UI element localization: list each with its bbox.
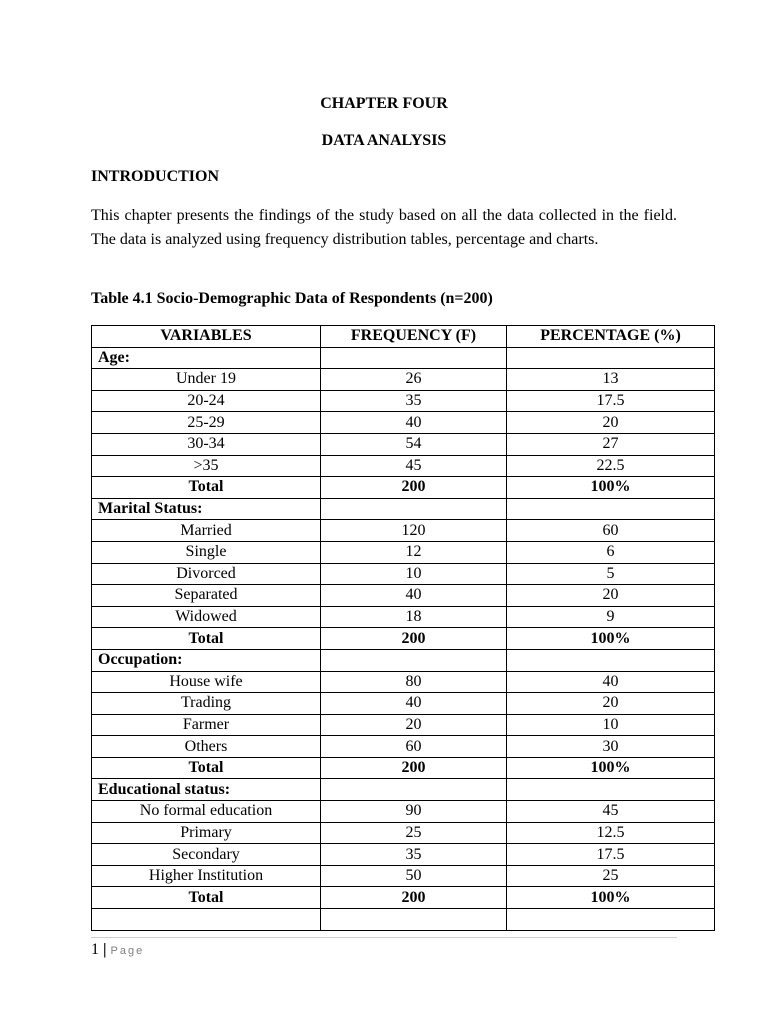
percentage-cell: 9 (507, 606, 715, 628)
total-percentage-cell: 100% (507, 757, 715, 779)
frequency-cell: 35 (321, 844, 507, 866)
frequency-cell: 60 (321, 736, 507, 758)
table-row (92, 541, 715, 563)
percentage-cell: 17.5 (507, 844, 715, 866)
table-header-row (92, 326, 715, 348)
variable-cell: >35 (92, 455, 321, 477)
percentage-cell: 25 (507, 865, 715, 887)
table-row (92, 606, 715, 628)
percentage-cell: 20 (507, 693, 715, 715)
variable-cell: Single (92, 541, 321, 563)
empty-cell (507, 909, 715, 931)
empty-cell (321, 649, 507, 671)
frequency-cell: 10 (321, 563, 507, 585)
frequency-cell: 80 (321, 671, 507, 693)
chapter-title: CHAPTER FOUR (320, 95, 448, 112)
total-label-cell: Total (92, 887, 321, 909)
table-row (92, 369, 715, 391)
table-row (92, 844, 715, 866)
frequency-cell: 90 (321, 801, 507, 823)
total-row (92, 887, 715, 909)
table-row (92, 455, 715, 477)
frequency-cell: 26 (321, 369, 507, 391)
frequency-cell: 12 (321, 541, 507, 563)
page-number: 1 (91, 941, 99, 958)
frequency-cell: 45 (321, 455, 507, 477)
total-percentage-cell: 100% (507, 477, 715, 499)
total-frequency-cell: 200 (321, 477, 507, 499)
table-row (92, 520, 715, 542)
total-row (92, 477, 715, 499)
section-header-row (92, 347, 715, 369)
table-row (92, 671, 715, 693)
table-row (92, 865, 715, 887)
page-label: Page (110, 945, 145, 957)
frequency-cell: 120 (321, 520, 507, 542)
empty-cell (321, 909, 507, 931)
section-label: Age: (92, 347, 321, 369)
table-row (92, 693, 715, 715)
percentage-cell: 30 (507, 736, 715, 758)
table-row (92, 736, 715, 758)
percentage-cell: 27 (507, 433, 715, 455)
variable-cell: 30-34 (92, 433, 321, 455)
page-separator: | (103, 941, 107, 958)
table-row (92, 801, 715, 823)
frequency-cell: 25 (321, 822, 507, 844)
frequency-cell: 20 (321, 714, 507, 736)
table-body (92, 347, 715, 930)
table-row (92, 390, 715, 412)
percentage-cell: 13 (507, 369, 715, 391)
variable-cell: Higher Institution (92, 865, 321, 887)
percentage-cell: 22.5 (507, 455, 715, 477)
frequency-cell: 18 (321, 606, 507, 628)
variable-cell: House wife (92, 671, 321, 693)
percentage-cell: 60 (507, 520, 715, 542)
section-label: Occupation: (92, 649, 321, 671)
total-label-cell: Total (92, 757, 321, 779)
total-frequency-cell: 200 (321, 757, 507, 779)
percentage-cell: 10 (507, 714, 715, 736)
total-row (92, 628, 715, 650)
total-label-cell: Total (92, 477, 321, 499)
table-row (92, 585, 715, 607)
variable-cell: Widowed (92, 606, 321, 628)
frequency-cell: 54 (321, 433, 507, 455)
percentage-cell: 6 (507, 541, 715, 563)
frequency-cell: 40 (321, 585, 507, 607)
percentage-cell: 20 (507, 412, 715, 434)
variable-cell: Married (92, 520, 321, 542)
column-header-percentage: PERCENTAGE (%) (507, 326, 715, 348)
empty-cell (321, 779, 507, 801)
percentage-cell: 40 (507, 671, 715, 693)
percentage-cell: 17.5 (507, 390, 715, 412)
page-footer (91, 940, 144, 961)
footer-divider (91, 937, 677, 938)
frequency-cell: 40 (321, 693, 507, 715)
empty-row (92, 909, 715, 931)
empty-cell (321, 498, 507, 520)
table-row (92, 563, 715, 585)
introduction-heading: INTRODUCTION (91, 168, 220, 185)
total-percentage-cell: 100% (507, 628, 715, 650)
variable-cell: Primary (92, 822, 321, 844)
frequency-cell: 50 (321, 865, 507, 887)
variable-cell: No formal education (92, 801, 321, 823)
frequency-cell: 35 (321, 390, 507, 412)
total-percentage-cell: 100% (507, 887, 715, 909)
socio-demographic-table (91, 325, 715, 931)
section-header-row (92, 649, 715, 671)
total-frequency-cell: 200 (321, 887, 507, 909)
introduction-paragraph: This chapter presents the findings of the study based on all the data collected in the field. The data is analyzed using frequency distribution tables, percentage and charts. (91, 207, 677, 248)
variable-cell: Divorced (92, 563, 321, 585)
total-label-cell: Total (92, 628, 321, 650)
empty-cell (507, 347, 715, 369)
section-header-row (92, 779, 715, 801)
table-row (92, 714, 715, 736)
frequency-cell: 40 (321, 412, 507, 434)
variable-cell: Trading (92, 693, 321, 715)
section-header-row (92, 498, 715, 520)
total-frequency-cell: 200 (321, 628, 507, 650)
variable-cell: Farmer (92, 714, 321, 736)
variable-cell: Secondary (92, 844, 321, 866)
empty-cell (321, 347, 507, 369)
empty-cell (92, 909, 321, 931)
section-label: Marital Status: (92, 498, 321, 520)
table-caption: Table 4.1 Socio-Demographic Data of Respondents (n=200) (91, 290, 493, 307)
empty-cell (507, 649, 715, 671)
column-header-variables: VARIABLES (92, 326, 321, 348)
table-row (92, 433, 715, 455)
total-row (92, 757, 715, 779)
variable-cell: 25-29 (92, 412, 321, 434)
empty-cell (507, 498, 715, 520)
section-label: Educational status: (92, 779, 321, 801)
variable-cell: Others (92, 736, 321, 758)
percentage-cell: 12.5 (507, 822, 715, 844)
percentage-cell: 45 (507, 801, 715, 823)
table-row (92, 412, 715, 434)
variable-cell: Under 19 (92, 369, 321, 391)
percentage-cell: 5 (507, 563, 715, 585)
column-header-frequency: FREQUENCY (F) (321, 326, 507, 348)
table-row (92, 822, 715, 844)
variable-cell: Separated (92, 585, 321, 607)
percentage-cell: 20 (507, 585, 715, 607)
empty-cell (507, 779, 715, 801)
chapter-subtitle: DATA ANALYSIS (321, 132, 447, 149)
variable-cell: 20-24 (92, 390, 321, 412)
